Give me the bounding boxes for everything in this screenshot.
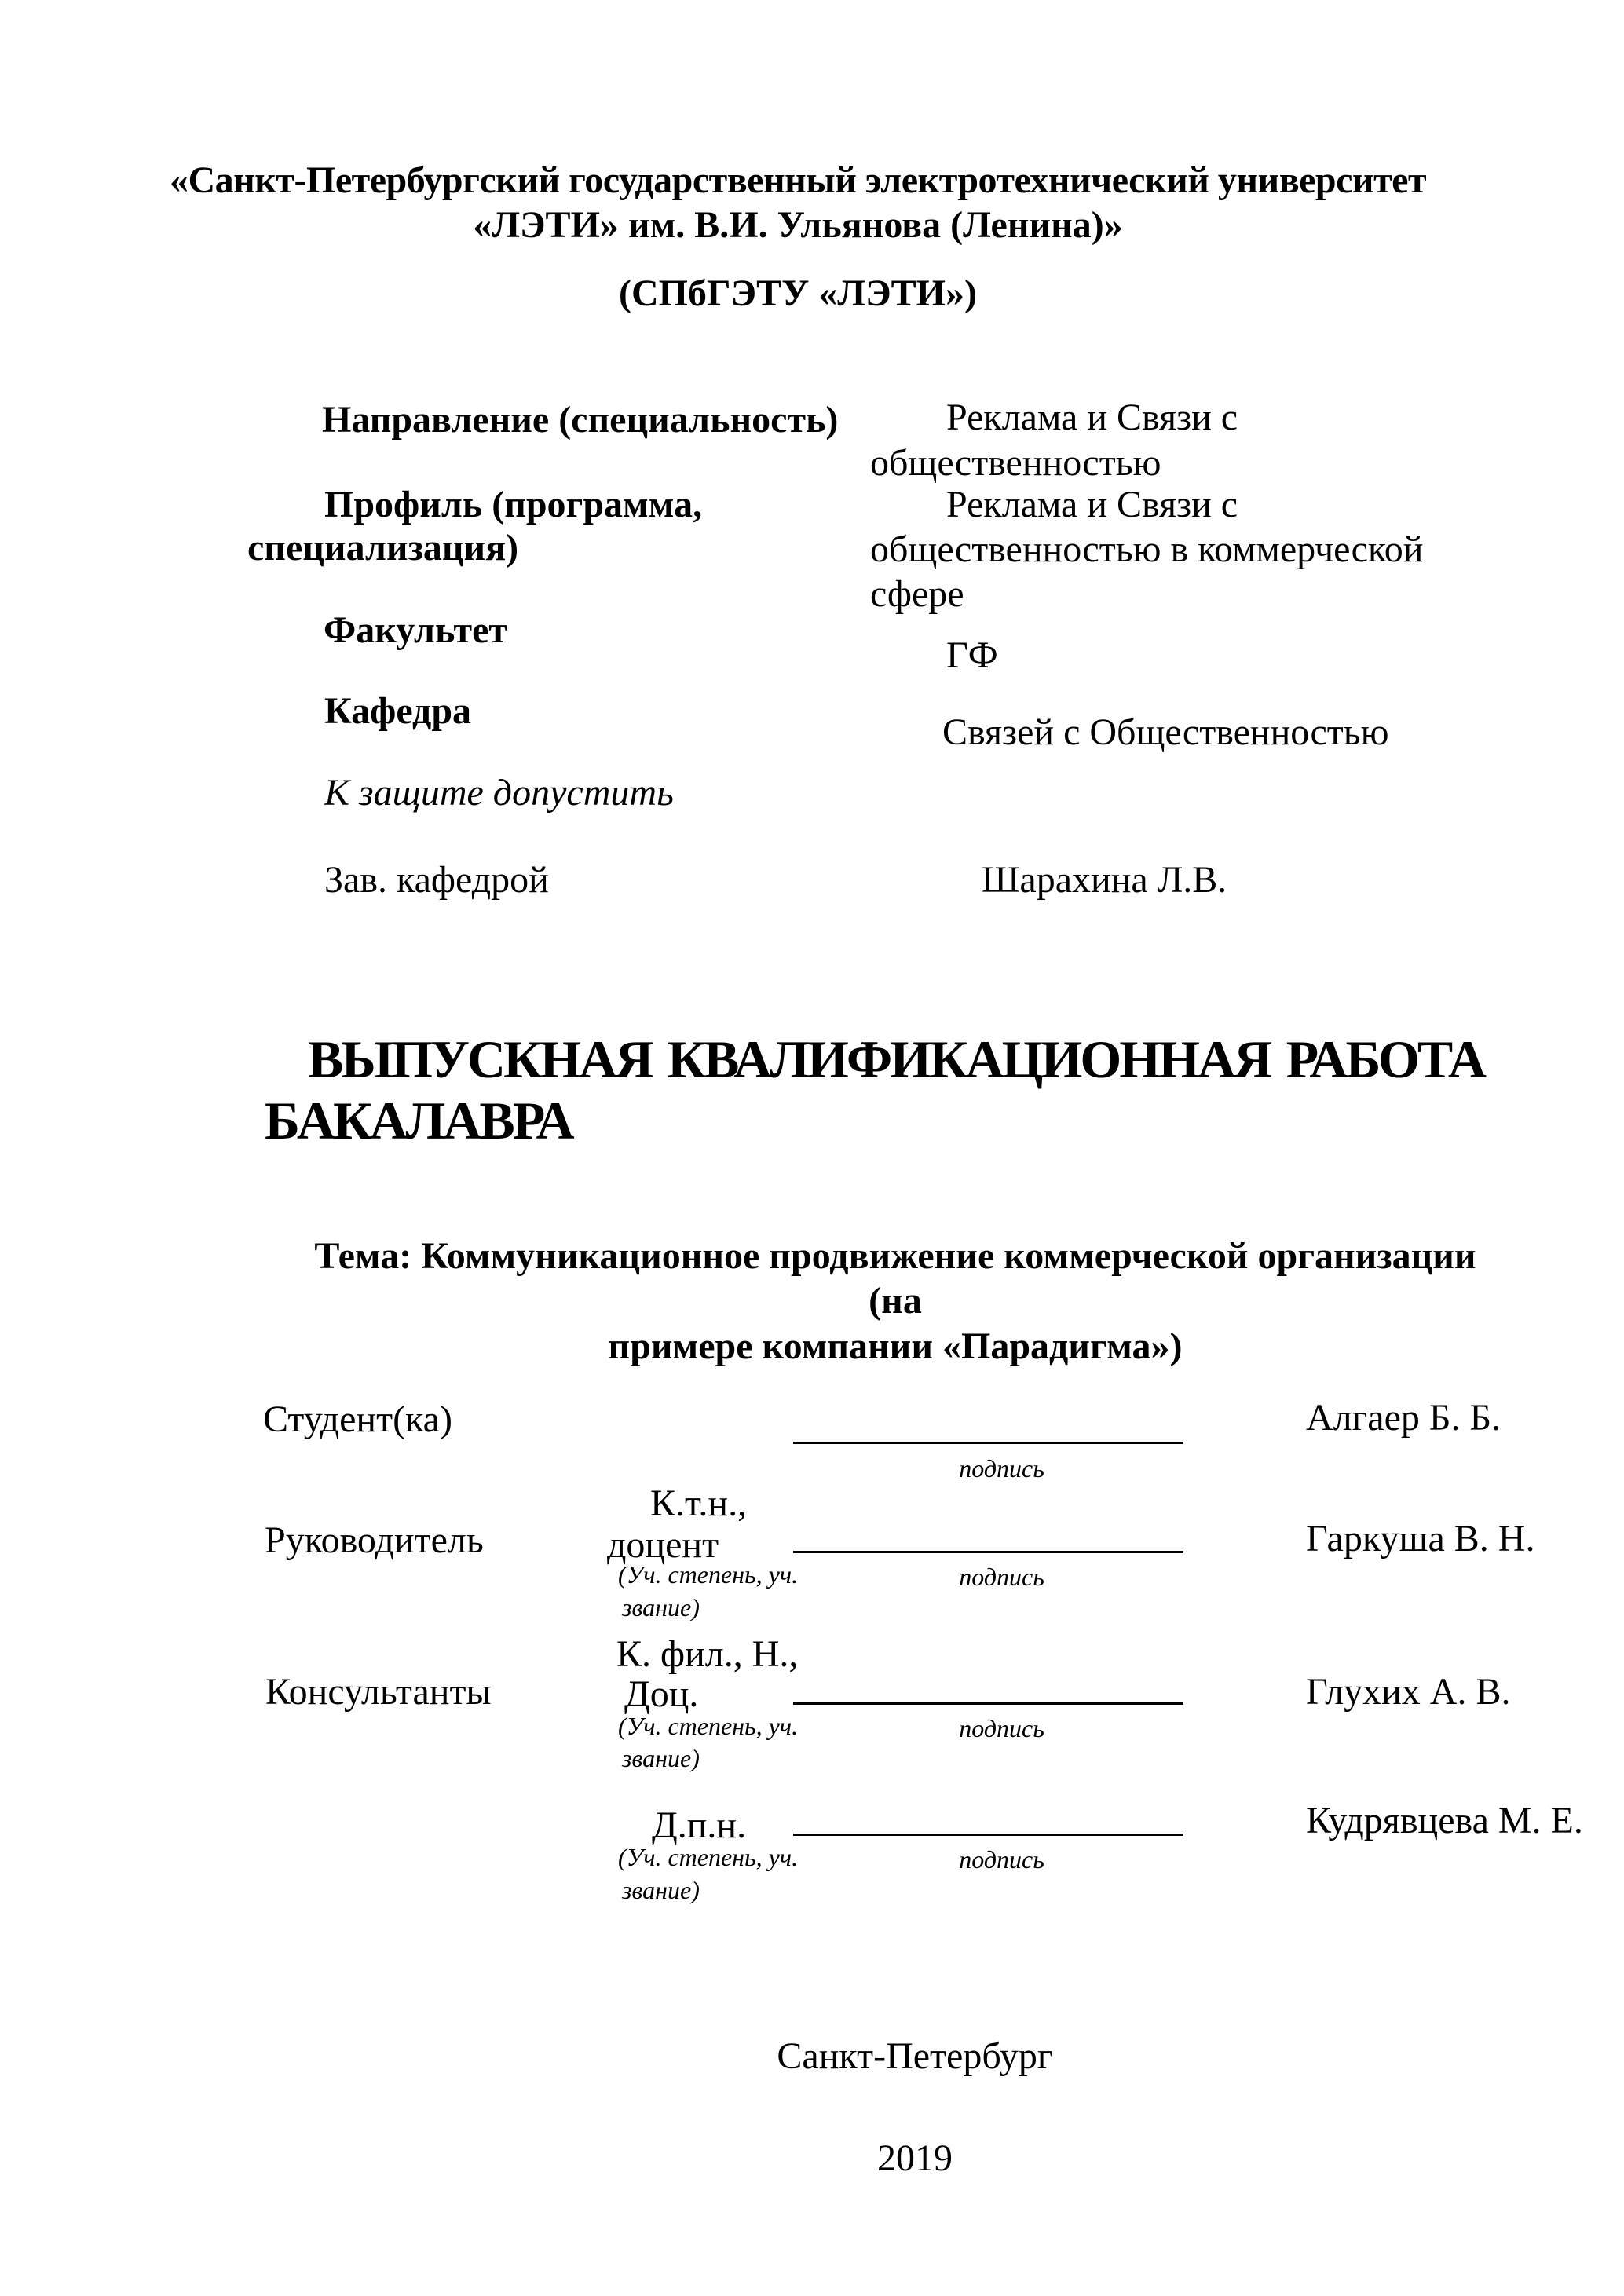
direction-label: Направление (специальность) — [322, 399, 839, 441]
supervisor-degree-caption-line2: звание) — [622, 1593, 700, 1621]
supervisor-name: Гаркуша В. Н. — [1306, 1518, 1535, 1559]
supervisor-degree-line1: К.т.н., — [650, 1483, 748, 1524]
work-type-title-line1: ВЫПУСКНАЯ КВАЛИФИКАЦИОННАЯ РАБОТА — [308, 1029, 1484, 1089]
work-type-title-line2: БАКАЛАВРА — [265, 1091, 572, 1150]
consultant2-degree-caption-line2: звание) — [622, 1876, 700, 1904]
consultant1-degree-line1: К. фил., Н., — [616, 1633, 799, 1675]
university-name-line1: «Санкт-Петербургский государственный электротехнический университет — [169, 159, 1427, 201]
consultant1-degree-caption-line1: (Уч. степень, уч. — [618, 1712, 799, 1740]
direction-value-line2: общественностью — [870, 442, 1161, 484]
direction-value-line1: Реклама и Связи с — [946, 397, 1238, 438]
footer-year: 2019 — [877, 2137, 953, 2179]
consultant2-signature-line — [793, 1834, 1183, 1836]
supervisor-degree-caption-line1: (Уч. степень, уч. — [618, 1560, 799, 1589]
consultants-label: Консультанты — [265, 1671, 492, 1713]
admission-note: К защите допустить — [324, 772, 674, 813]
consultant1-signature-caption: подпись — [959, 1714, 1044, 1742]
supervisor-label: Руководитель — [265, 1519, 484, 1561]
student-name: Алгаер Б. Б. — [1306, 1397, 1501, 1439]
supervisor-degree-line2: доцент — [607, 1524, 719, 1566]
faculty-value: ГФ — [946, 634, 998, 676]
student-signature-line — [793, 1442, 1183, 1444]
consultant2-degree-line1: Д.п.н. — [652, 1804, 747, 1846]
consultant2-signature-caption: подпись — [959, 1845, 1044, 1874]
consultant1-degree-caption-line2: звание) — [622, 1744, 700, 1772]
profile-value-line2: общественностью в коммерческой — [870, 528, 1424, 570]
university-name-line2: «ЛЭТИ» им. В.И. Ульянова (Ленина)» — [473, 204, 1123, 246]
consultant1-signature-line — [793, 1702, 1183, 1705]
department-label: Кафедра — [324, 690, 472, 732]
head-of-department-name: Шарахина Л.В. — [982, 859, 1227, 901]
university-abbreviation: (СПбГЭТУ «ЛЭТИ») — [619, 272, 977, 314]
topic-line2: (на — [869, 1280, 922, 1322]
supervisor-signature-caption: подпись — [959, 1563, 1044, 1591]
student-label: Студент(ка) — [263, 1398, 452, 1440]
footer-city: Санкт-Петербург — [777, 2035, 1053, 2077]
consultant1-name: Глухих А. В. — [1306, 1671, 1511, 1713]
profile-label-line1: Профиль (программа, — [324, 484, 703, 525]
consultant2-degree-caption-line1: (Уч. степень, уч. — [618, 1843, 799, 1871]
faculty-label: Факультет — [324, 609, 507, 651]
head-of-department-label: Зав. кафедрой — [324, 859, 549, 901]
department-value: Связей с Общественностью — [942, 711, 1389, 753]
student-signature-caption: подпись — [959, 1454, 1044, 1483]
topic-line1: Тема: Коммуникационное продвижение коммерческой организации — [314, 1235, 1476, 1277]
consultant1-degree-line2: Доц. — [624, 1673, 699, 1715]
supervisor-signature-line — [793, 1551, 1183, 1553]
profile-value-line1: Реклама и Связи с — [946, 484, 1238, 525]
profile-label-line2: специализация) — [247, 527, 519, 569]
profile-value-line3: сфере — [870, 573, 964, 615]
topic-line3: примере компании «Парадигма») — [608, 1325, 1183, 1367]
consultant2-name: Кудрявцева М. Е. — [1306, 1800, 1583, 1841]
